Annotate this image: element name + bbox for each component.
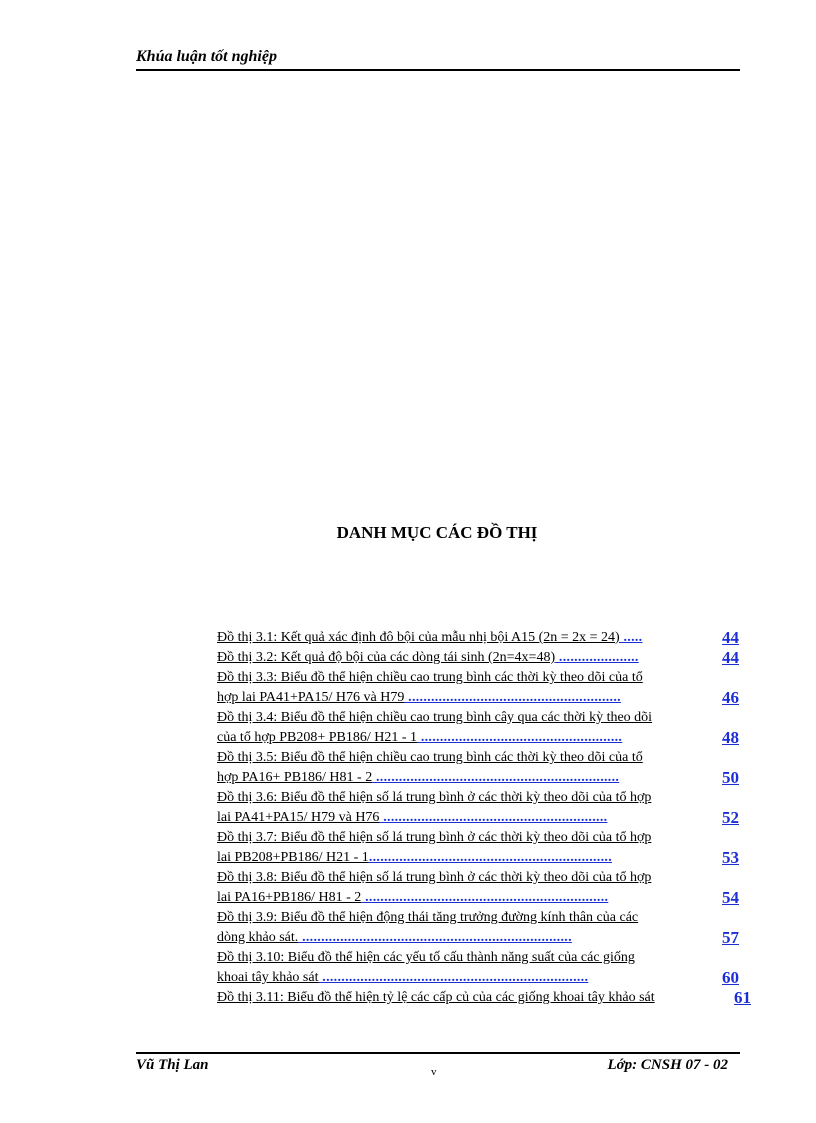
toc-page-number[interactable]: 52 (722, 808, 739, 827)
toc-entry-line[interactable] (217, 628, 751, 648)
toc-page-number[interactable]: 48 (722, 728, 739, 747)
toc-page-number[interactable]: 46 (722, 688, 739, 707)
toc-entry-text[interactable]: lai PA41+PA15/ H79 và H76 (217, 810, 380, 825)
toc-entry-line[interactable] (217, 648, 751, 668)
toc-entry-line[interactable] (217, 688, 751, 708)
toc-entry-text[interactable]: Đồ thị 3.11: Biểu đồ thể hiện tỷ lệ các cấp củ của các giống khoai tây khảo sát (217, 990, 655, 1005)
toc-dot-leader: ........................................................ (404, 690, 621, 705)
toc-entry-text[interactable]: Đồ thị 3.6: Biểu đồ thể hiện số lá trung bình ở các thời kỳ theo dõi của tổ hợp (217, 790, 652, 805)
header-divider (136, 69, 740, 71)
footer-class: Lớp: CNSH 07 - 02 (607, 1057, 728, 1073)
toc-entry-text[interactable]: Đồ thị 3.1: Kết quả xác định đô bội của mẫu nhị bội A15 (2n = 2x = 24) (217, 630, 620, 645)
toc-dot-leader: ....................................................................... (298, 930, 572, 945)
footer-divider (136, 1052, 740, 1054)
toc-page-number[interactable]: 61 (734, 988, 751, 1007)
toc-entry-line[interactable] (217, 728, 751, 748)
toc-entry-line[interactable] (217, 868, 751, 888)
toc-dot-leader: ..................................................... (417, 730, 623, 745)
toc-entry-text[interactable]: Đồ thị 3.9: Biểu đồ thể hiện động thái tăng trưởng đường kính thân của các (217, 910, 639, 925)
toc-entry-text[interactable]: Đồ thị 3.4: Biểu đồ thể hiện chiều cao trung bình cây qua các thời kỳ theo dõi (217, 710, 653, 725)
toc-dot-leader: ...................................................................... (318, 970, 589, 985)
toc-dot-leader: ................................................................ (361, 890, 609, 905)
toc-dot-leader: ..... (619, 630, 643, 645)
toc-entry-line[interactable] (217, 788, 751, 808)
toc-entry-text[interactable]: Đồ thị 3.10: Biểu đồ thể hiện các yếu tố cấu thành năng suất của các giống (217, 950, 635, 965)
toc-entry-text[interactable]: hợp PA16+ PB186/ H81 - 2 (217, 770, 373, 785)
toc-entry-text[interactable]: dòng khảo sát. (217, 930, 299, 945)
toc-entry-line[interactable] (217, 848, 751, 868)
footer-page-number: v (431, 1066, 437, 1078)
toc-entry-text[interactable]: Đồ thị 3.2: Kết quả độ bội của các dòng tái sinh (2n=4x=48) (217, 650, 556, 665)
toc-entry-line[interactable] (217, 968, 751, 988)
toc-dot-leader: ..................... (555, 650, 639, 665)
toc-entry-text[interactable]: Đồ thị 3.5: Biểu đồ thể hiện chiều cao trung bình các thời kỳ theo dõi của tổ (217, 750, 643, 765)
toc-entry-line[interactable] (217, 988, 751, 1008)
toc-entry-line[interactable] (217, 908, 751, 928)
toc-entry-line[interactable] (217, 948, 751, 968)
toc-entry-text[interactable]: Đồ thị 3.8: Biểu đồ thể hiện số lá trung bình ở các thời kỳ theo dõi của tổ hợp (217, 870, 652, 885)
toc-entry-text[interactable]: khoai tây khảo sát (217, 970, 319, 985)
toc-entry-line[interactable] (217, 828, 751, 848)
table-of-figures (217, 628, 751, 1008)
toc-entry-line[interactable] (217, 768, 751, 788)
toc-entry-line[interactable] (217, 808, 751, 828)
toc-entry-line[interactable] (217, 668, 751, 688)
toc-entry-text[interactable]: Đồ thị 3.7: Biểu đồ thể hiện số lá trung bình ở các thời kỳ theo dõi của tổ hợp (217, 830, 652, 845)
page-title: DANH MỤC CÁC ĐỒ THỊ (336, 523, 538, 542)
toc-entry-line[interactable] (217, 708, 751, 728)
toc-page-number[interactable]: 50 (722, 768, 739, 787)
toc-dot-leader: ................................................................ (368, 850, 613, 865)
toc-page-number[interactable]: 53 (722, 848, 739, 867)
toc-dot-leader: ................................................................ (372, 770, 620, 785)
toc-entry-text[interactable]: Đồ thị 3.3: Biểu đồ thể hiện chiều cao trung bình các thời kỳ theo dõi của tổ (217, 670, 643, 685)
toc-page-number[interactable]: 60 (722, 968, 739, 987)
toc-page-number[interactable]: 44 (722, 628, 739, 647)
toc-entry-line[interactable] (217, 888, 751, 908)
toc-entry-text[interactable]: lai PA16+PB186/ H81 - 2 (217, 890, 362, 905)
toc-dot-leader: ........................................................... (379, 810, 608, 825)
toc-entry-text[interactable]: lai PB208+PB186/ H21 - 1 (217, 850, 369, 865)
running-header-title: Khúa luận tốt nghiệp (136, 48, 277, 65)
toc-entry-text[interactable]: hợp lai PA41+PA15/ H76 và H79 (217, 690, 405, 705)
toc-page-number[interactable]: 57 (722, 928, 739, 947)
footer-author: Vũ Thị Lan (136, 1057, 209, 1073)
toc-entry-line[interactable] (217, 748, 751, 768)
toc-page-number[interactable]: 44 (722, 648, 739, 667)
toc-page-number[interactable]: 54 (722, 888, 739, 907)
toc-entry-line[interactable] (217, 928, 751, 948)
toc-entry-text[interactable]: của tổ hợp PB208+ PB186/ H21 - 1 (217, 730, 418, 745)
